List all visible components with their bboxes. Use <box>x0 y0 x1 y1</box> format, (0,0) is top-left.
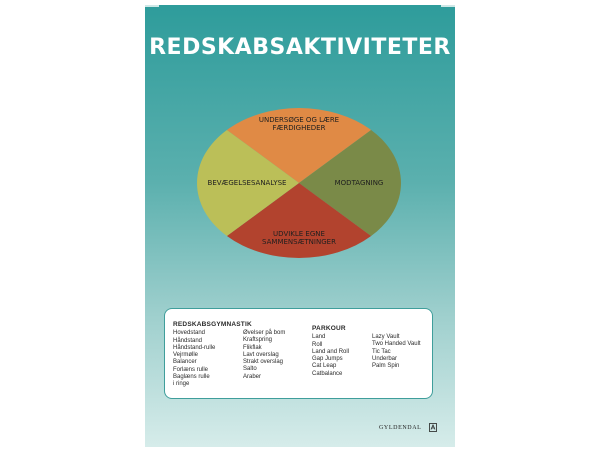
list-item: i ringe <box>173 381 190 388</box>
list-item: Strakt overslag <box>243 359 284 366</box>
list-item: Lazy Vault <box>372 334 400 340</box>
list-item: Håndstand-rulle <box>173 344 216 351</box>
corner-mark <box>145 5 159 7</box>
list-item: Baglæns rulle <box>173 374 210 381</box>
list-item: Two Handed Vault <box>372 341 421 348</box>
corner-mark <box>441 5 455 7</box>
list-item: Forlæns rulle <box>173 366 209 373</box>
redskabsgymnastik-column-1 <box>173 321 252 389</box>
list-item: Cat Leap <box>312 363 337 370</box>
slice-label-top <box>239 116 359 132</box>
activities-box <box>164 308 433 399</box>
list-item: Vejrmølle <box>173 352 199 359</box>
list-item: Hovedstand <box>173 330 206 337</box>
list-item: Roll <box>312 341 323 348</box>
list-item: Lavt overslag <box>243 351 279 358</box>
pie-chart <box>197 108 401 258</box>
poster <box>145 5 455 447</box>
slice-label-top-line1: UNDERSØGE OG LÆRE <box>258 116 340 124</box>
list-item: Salto <box>243 366 257 373</box>
poster-title: REDSKABSAKTIVITETER <box>149 35 451 60</box>
parkour-column-2 <box>372 334 421 370</box>
list-item: Øvelser på bom <box>243 330 286 336</box>
list-item: Land and Roll <box>312 348 350 355</box>
slice-label-right-line1: MODTAGNING <box>334 179 384 187</box>
list-item: Underbar <box>372 355 398 362</box>
list-item: Håndstand <box>173 337 203 344</box>
list-item: Flikflak <box>243 344 262 351</box>
slice-label-bottom <box>239 230 359 246</box>
redskabsgymnastik-column-2 <box>243 330 285 381</box>
slice-label-left <box>197 179 297 187</box>
list-item: Palm Spin <box>372 363 400 370</box>
list-item: Tic Tac <box>372 348 391 355</box>
slice-label-bottom-line1: UDVIKLE EGNE <box>273 230 325 238</box>
slice-label-top-line2: FÆRDIGHEDER <box>272 124 326 132</box>
publisher-name: GYLDENDAL <box>379 425 422 431</box>
list-item: Kraftspring <box>243 337 273 344</box>
slice-label-bottom-line2: SAMMENSÆTNINGER <box>262 238 336 246</box>
redskabsgymnastik-heading: REDSKABSGYMNASTIK <box>173 321 252 328</box>
parkour-heading: PARKOUR <box>312 325 346 332</box>
list-item: Land <box>312 334 326 341</box>
list-item: Balancer <box>173 359 197 366</box>
slice-label-right <box>317 179 401 187</box>
publisher-logo-icon <box>429 423 437 432</box>
list-item: Araber <box>243 373 262 380</box>
parkour-column-1 <box>312 325 349 378</box>
slice-label-left-line1: BEVÆGELSESANALYSE <box>207 179 287 187</box>
list-item: Gap Jumps <box>312 356 343 363</box>
list-item: Catbalance <box>312 370 343 377</box>
